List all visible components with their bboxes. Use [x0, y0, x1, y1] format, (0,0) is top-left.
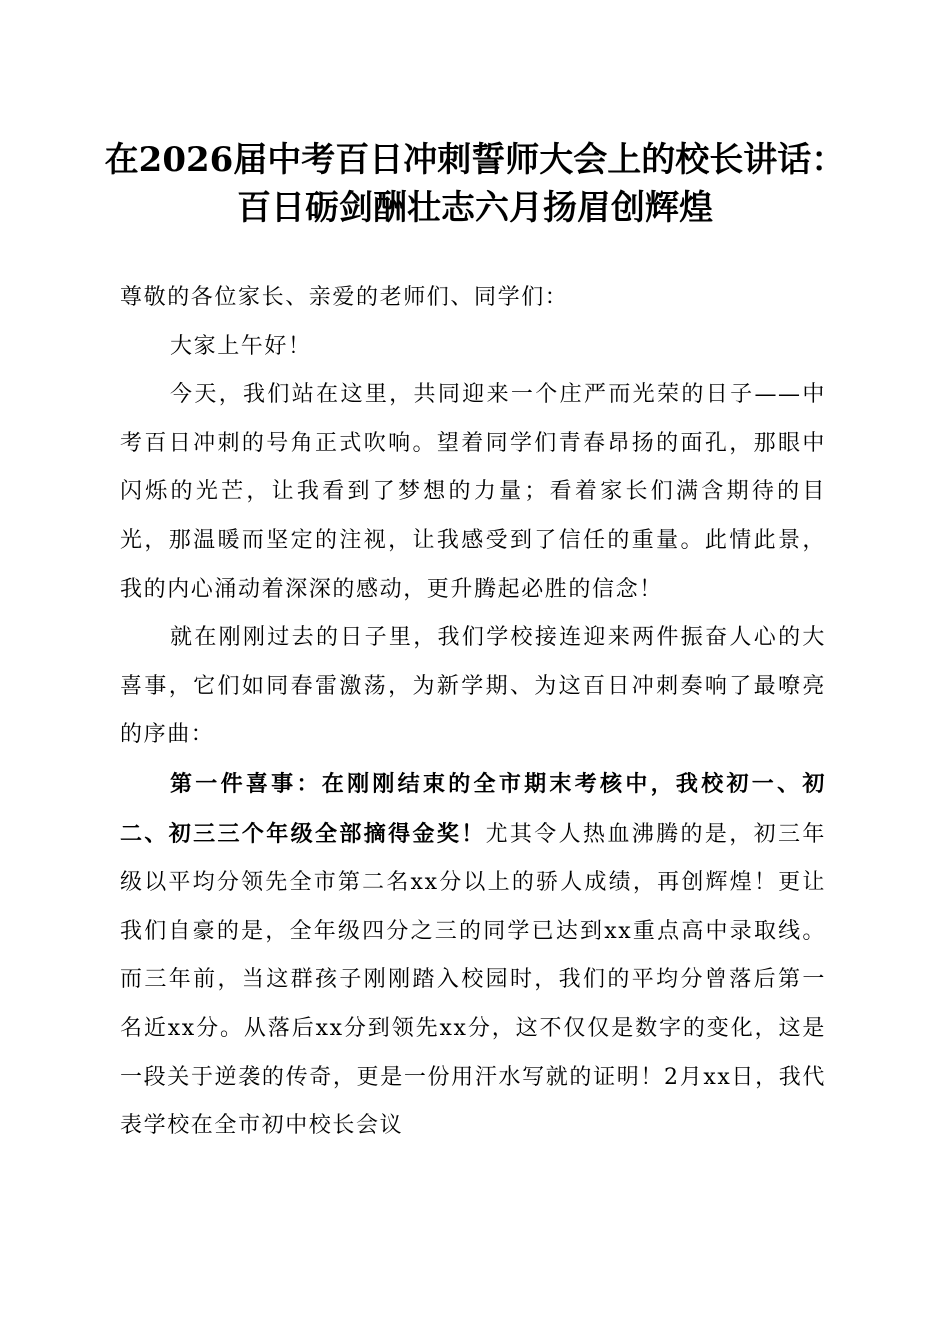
highlight-paragraph	[120, 760, 826, 1151]
highlight-lead: 第一件喜事：在刚刚结束的全市期末考核中，我校初一、初二、初三三个年级全部摘得金奖！	[120, 770, 826, 847]
paragraph: 今天，我们站在这里，共同迎来一个庄严而光荣的日子——中考百日冲刺的号角正式吹响。望着同学们青春昂扬的面孔，那眼中闪烁的光芒，让我看到了梦想的力量；看着家长们满含期待的目光，那温暖而坚定的注视，让我感受到了信任的重量。此情此景，我的内心涌动着深深的感动，更升腾起必胜的信念！	[120, 382, 826, 602]
page-title: 在2026届中考百日冲刺誓师大会上的校长讲话：百日砺剑酬壮志六月扬眉创辉煌	[104, 140, 846, 228]
paragraph: 就在刚刚过去的日子里，我们学校接连迎来两件振奋人心的大喜事，它们如同春雷激荡，为新学期、为这百日冲刺奏响了最嘹亮的序曲：	[120, 625, 826, 748]
highlight-rest: 尤其令人热血沸腾的是，初三年级以平均分领先全市第二名xx分以上的骄人成绩，再创辉煌！更让我们自豪的是，全年级四分之三的同学已达到xx重点高中录取线。而三年前，当这群孩子刚刚踏入校园时，我们的平均分曾落后第一名近xx分。从落后xx分到领先xx分，这不仅仅是数字的变化，这是一段关于逆袭的传奇，更是一份用汗水写就的证明！2月xx日，我代表学校在全市初中校长会议	[120, 821, 826, 1139]
document-body	[120, 274, 826, 1151]
greeting: 大家上午好！	[170, 333, 312, 359]
salutation: 尊敬的各位家长、亲爱的老师们、同学们：	[120, 285, 569, 310]
